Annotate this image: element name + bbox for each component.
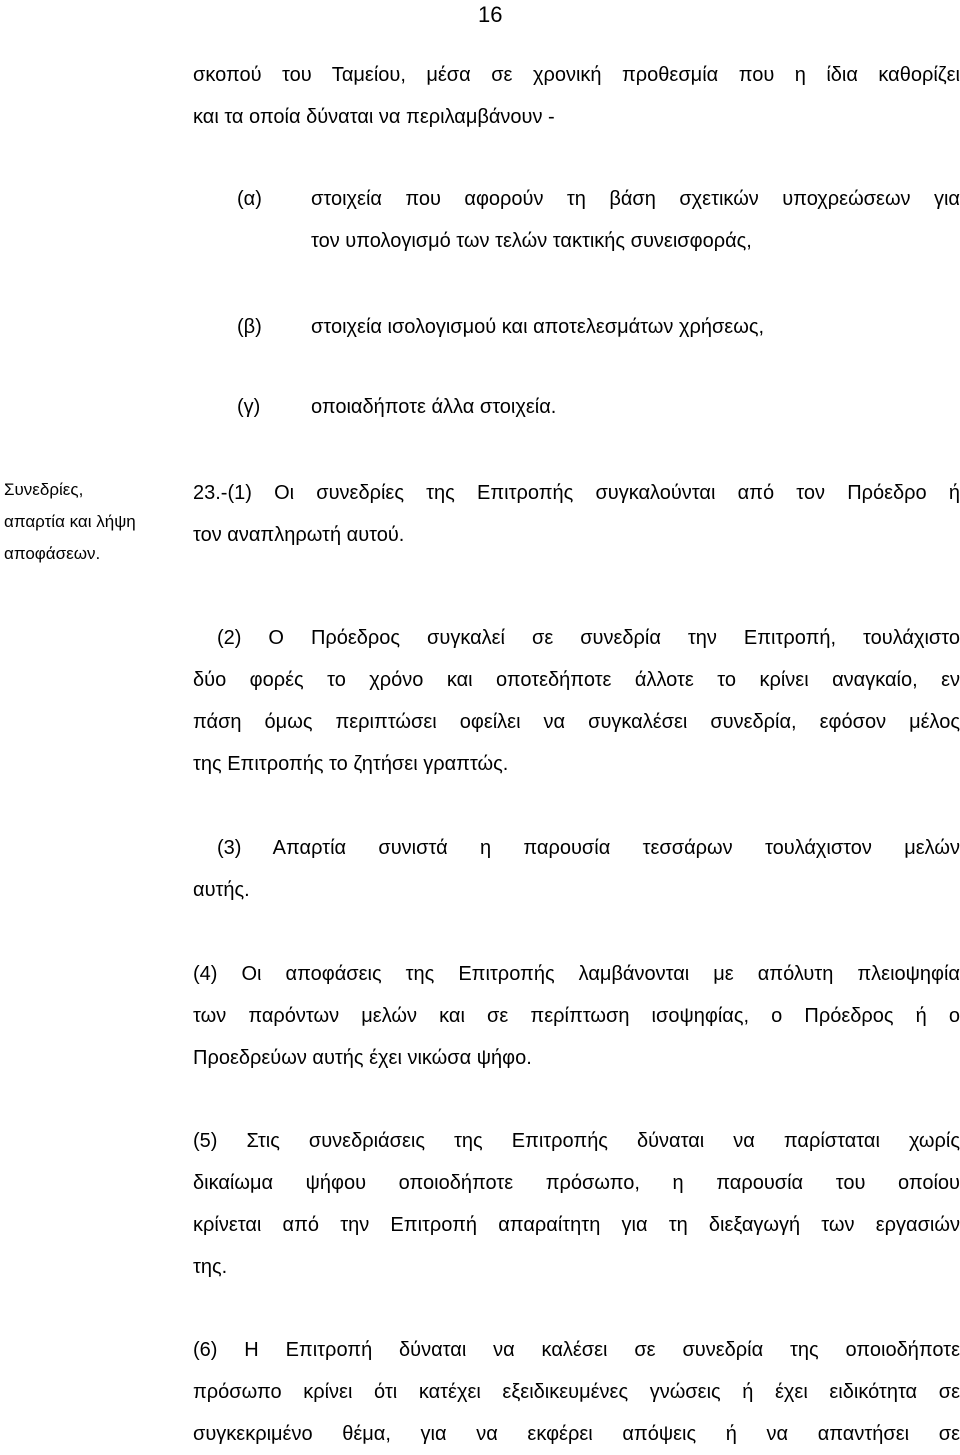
subsection-line: (6) Η Επιτροπή δύναται να καλέσει σε συνεδρία της οποιοδήποτε <box>193 1339 960 1361</box>
margin-note <box>4 474 164 570</box>
list-item-line: τον υπολογισμό των τελών τακτικής συνεισφοράς, <box>311 230 752 252</box>
subsection-line: πάση όμως περιπτώσει οφείλει να συγκαλέσει συνεδρία, εφόσον μέλος <box>193 711 960 733</box>
subsection-2 <box>193 617 960 785</box>
subsection-line: δικαίωμα ψήφου οποιοδήποτε πρόσωπο, η παρουσία του οποίου <box>193 1172 960 1194</box>
margin-note-line: αποφάσεων. <box>4 544 101 563</box>
list-item-line: στοιχεία που αφορούν τη βάση σχετικών υποχρεώσεων για <box>311 188 960 210</box>
intro-paragraph <box>193 54 960 138</box>
subsection-line: (4) Οι αποφάσεις της Επιτροπής λαμβάνονται με απόλυτη πλειοψηφία <box>193 963 960 985</box>
subsection-3 <box>193 827 960 911</box>
subsection-line: αυτής. <box>193 879 250 901</box>
intro-line: και τα οποία δύναται να περιλαμβάνουν - <box>193 106 555 128</box>
section-23-paragraph <box>193 472 960 556</box>
subsection-line: της. <box>193 1256 228 1278</box>
subsection-line: συγκεκριμένο θέμα, για να εκφέρει απόψεις ή να απαντήσει σε <box>193 1423 960 1445</box>
list-item-text <box>311 306 960 348</box>
subsection-line: (2) Ο Πρόεδρος συγκαλεί σε συνεδρία την Επιτροπή, τουλάχιστο <box>217 627 960 649</box>
list-item-text <box>311 386 960 428</box>
section-line: 23.-(1) Οι συνεδρίες της Επιτροπής συγκαλούνται από τον Πρόεδρο ή <box>193 482 960 504</box>
subsection-line: των παρόντων μελών και σε περίπτωση ισοψηφίας, ο Πρόεδρος ή ο <box>193 1005 960 1027</box>
subsection-line: (5) Στις συνεδριάσεις της Επιτροπής δύναται να παρίσταται χωρίς <box>193 1130 960 1152</box>
list-marker: (γ) <box>237 396 261 418</box>
list-item-text <box>311 178 960 262</box>
list-marker: (α) <box>237 188 262 210</box>
margin-note-line: απαρτία και λήψη <box>4 512 136 531</box>
subsection-6 <box>193 1329 960 1455</box>
page-number: 16 <box>478 2 503 27</box>
intro-line: σκοπού του Ταμείου, μέσα σε χρονική προθεσμία που η ίδια καθορίζει <box>193 64 960 86</box>
list-item-line: στοιχεία ισολογισμού και αποτελεσμάτων χρήσεως, <box>311 316 765 338</box>
subsection-line: δύο φορές το χρόνο και οποτεδήποτε άλλοτε το κρίνει αναγκαίο, εν <box>193 669 960 691</box>
subsection-line: κρίνεται από την Επιτροπή απαραίτητη για τη διεξαγωγή των εργασιών <box>193 1214 960 1236</box>
section-line: τον αναπληρωτή αυτού. <box>193 524 405 546</box>
margin-note-line: Συνεδρίες, <box>4 480 84 499</box>
list-item-line: οποιαδήποτε άλλα στοιχεία. <box>311 396 557 418</box>
subsection-line: Προεδρεύων αυτής έχει νικώσα ψήφο. <box>193 1047 532 1069</box>
subsection-line: πρόσωπο κρίνει ότι κατέχει εξειδικευμένες γνώσεις ή έχει ειδικότητα σε <box>193 1381 960 1403</box>
subsection-line: (3) Απαρτία συνιστά η παρουσία τεσσάρων τουλάχιστον μελών <box>217 837 960 859</box>
subsection-4 <box>193 953 960 1079</box>
list-marker: (β) <box>237 316 262 338</box>
subsection-line: της Επιτροπής το ζητήσει γραπτώς. <box>193 753 509 775</box>
subsection-5 <box>193 1120 960 1288</box>
